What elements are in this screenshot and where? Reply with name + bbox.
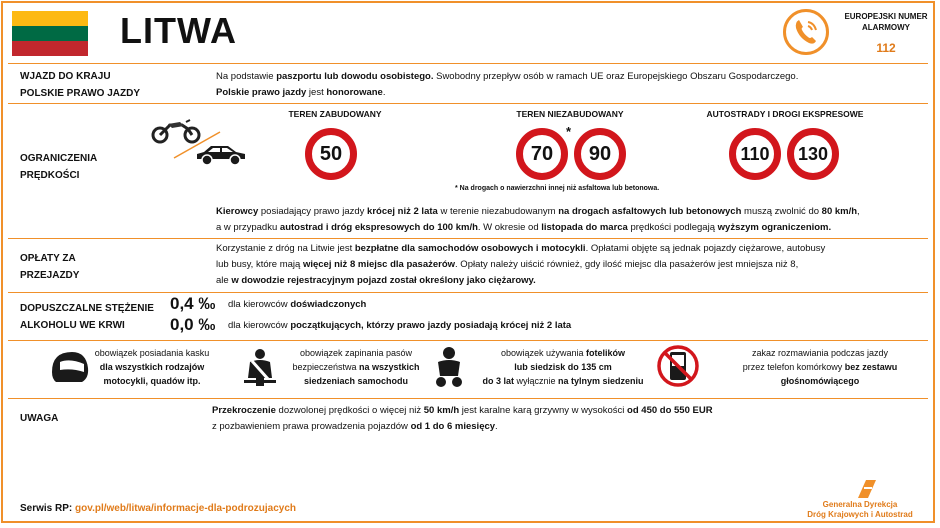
zone-rural-heading: TEREN NIEZABUDOWANY — [516, 109, 624, 119]
seatbelt-caption: obowiązek zapinania pasów bezpieczeństwa na wszystkich siedzeniach samochodu — [292, 348, 420, 386]
speed-sign-rural-1: 70 — [516, 128, 568, 180]
alcohol-text-experienced: dla kierowców doświadczonych — [228, 299, 367, 310]
note-label: UWAGA — [20, 413, 59, 424]
speed-note-line-2: a w przypadku autostrad i dróg ekspresowych do 100 km/h. W okresie od listopada do marca prędkości podlegają wyższym ograniczeniom. — [216, 222, 832, 233]
helmet-caption: obowiązek posiadania kasku dla wszystkich rodzajów motocykli, quadów itp. — [94, 348, 210, 386]
alcohol-text-novice: dla kierowców początkujących, którzy prawo jazdy posiadają krócej niż 2 lata — [228, 320, 572, 331]
alcohol-value-novice: 0,0 ‰ — [170, 315, 216, 334]
entry-label: WJAZD DO KRAJU POLSKIE PRAWO JAZDY — [20, 71, 141, 99]
service-footer: Serwis RP: gov.pl/web/litwa/informacje-dla-podrozujacych — [20, 503, 296, 514]
entry-line-1: Na podstawie paszportu lub dowodu osobistego. Swobodny przepływ osób w ramach UE oraz Europejskiego Obszaru Gospodarczego. — [216, 71, 799, 82]
alcohol-label: DOPUSZCZALNE STĘŻENIE ALKOHOLU WE KRWI — [20, 303, 154, 331]
zone-highway-heading: AUTOSTRADY I DROGI EKSPRESOWE — [706, 109, 864, 119]
emergency-label: EUROPEJSKI NUMER ALARMOWY — [844, 12, 928, 32]
speed-label: OGRANICZENIA PRĘDKOŚCI — [20, 153, 98, 181]
phone-icon — [782, 8, 830, 61]
note-line-1: Przekroczenie dozwolonej prędkości o więcej niż 50 km/h jest karalne karą grzywny w wysokości od 450 do 550 EUR — [212, 405, 713, 416]
speed-sign-highway-2: 130 — [787, 128, 839, 180]
tolls-label: OPŁATY ZA PRZEJAZDY — [20, 253, 80, 281]
tolls-line-2: lub busy, które mają więcej niż 8 miejsc dla pasażerów. Opłaty należy uiścić również, gdy ilość miejsc dla pasażerów jest mniejsza niż 8, — [216, 259, 799, 270]
tolls-line-1: Korzystanie z dróg na Litwie jest bezpłatne dla samochodów osobowych i motocykli. Opłatami objęte są jednak pojazdy ciężarowe, autobusy — [216, 243, 826, 254]
child-seat-caption: obowiązek używania fotelików lub siedzisk do 135 cm do 3 lat wyłącznie na tylnym siedzeniu — [482, 348, 644, 386]
seatbelt-icon — [242, 348, 278, 393]
note-line-2: z pozbawieniem prawa prowadzenia pojazdów od 1 do 6 miesięcy. — [212, 421, 498, 432]
asterisk-mark: * — [566, 124, 572, 139]
country-title: LITWA — [120, 10, 237, 51]
speed-sign-highway-1: 110 — [729, 128, 781, 180]
zone-urban-heading: TEREN ZABUDOWANY — [288, 109, 382, 119]
speed-note-line-1: Kierowcy posiadający prawo jazdy krócej niż 2 lata w terenie niezabudowanym na drogach asfaltowych lub betonowych muszą zwolnić do 80 km/h, — [216, 206, 860, 217]
child-seat-icon — [432, 346, 466, 393]
no-phone-caption: zakaz rozmawiania podczas jazdy przez telefon komórkowy bez zestawu głośnomówiącego — [742, 348, 898, 386]
org-name: Generalna Dyrekcja Dróg Krajowych i Autostrad — [807, 500, 913, 519]
entry-line-2: Polskie prawo jazdy jest honorowane. — [216, 87, 386, 98]
tolls-line-3: ale w dowodzie rejestracyjnym pojazd został określony jako ciężarowy. — [216, 275, 536, 286]
alcohol-value-experienced: 0,4 ‰ — [170, 294, 216, 313]
car-icon — [194, 143, 248, 172]
service-link[interactable]: gov.pl/web/litwa/informacje-dla-podrozujacych — [75, 503, 296, 514]
no-phone-icon — [656, 344, 700, 393]
emergency-number: 112 — [876, 41, 896, 55]
helmet-icon — [46, 346, 90, 395]
speed-sign-rural-2: 90 — [574, 128, 626, 180]
speed-footnote: * Na drogach o nawierzchni innej niż asfaltowa lub betonowa. — [455, 185, 660, 192]
lithuania-flag — [12, 11, 88, 56]
speed-sign-urban: 50 — [305, 128, 357, 180]
